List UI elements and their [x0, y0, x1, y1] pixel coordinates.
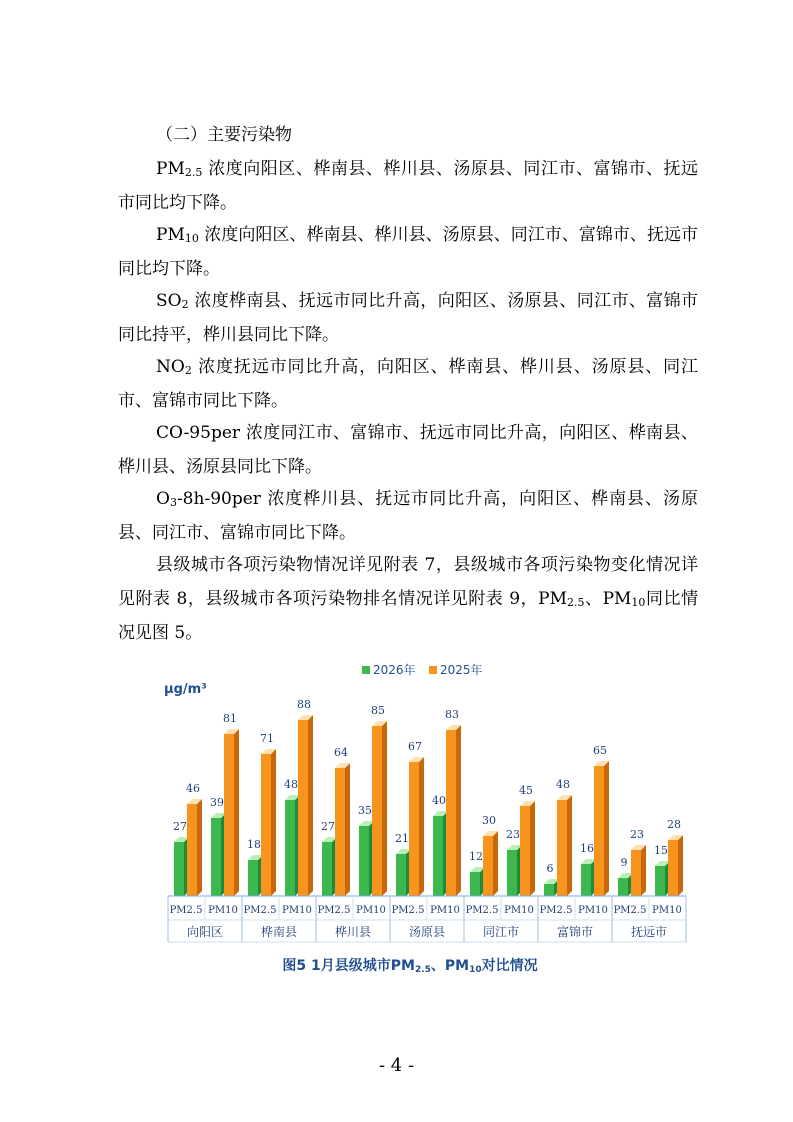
bar-5-pm25-2025-side: [567, 795, 572, 896]
bar-1-pm10-2026-front: [285, 800, 295, 896]
category-label-6: 抚远市: [630, 925, 668, 939]
tick-2-1: PM10: [356, 905, 386, 916]
tick-3-1: PM10: [430, 905, 460, 916]
paragraph-pm10: $PM_{10}$ 浓度向阳区、桦南县、桦川县、汤原县、同江市、富锦市、抚远市同比均下降。: [118, 225, 699, 279]
category-axis: [168, 896, 686, 942]
bar-4-pm25-2025-side: [493, 831, 498, 896]
bar-6-pm25-2025-value-label: 23: [630, 828, 644, 841]
bar-0-pm10-2026: [210, 796, 226, 896]
bar-0-pm25-2026-value-label: 27: [173, 820, 187, 833]
bar-3-pm25-2026-front: [396, 854, 406, 896]
bar-1-pm25-2026: [247, 838, 263, 896]
bar-2-pm10-2025: [371, 704, 387, 896]
bar-6-pm10-2025-side: [678, 835, 683, 896]
bar-1-pm25-2025-value-label: 71: [260, 732, 274, 745]
bar-5-pm25-2026: [544, 862, 559, 896]
legend-swatch-2025: [429, 666, 437, 674]
bar-6-pm25-2025: [630, 828, 646, 896]
bar-0-pm10-2026-value-label: 39: [210, 796, 224, 809]
bar-3-pm10-2025-value-label: 83: [445, 708, 459, 721]
tick-1-1: PM10: [282, 905, 312, 916]
paragraph-summary: 县级城市各项污染物情况详见附表 7，县级城市各项污染物变化情况详见附表 8，县级城市各项污染物排名情况详见附表 9，$PM_{2.5}$、$PM_{10}$同比情况见图 5。: [118, 555, 699, 643]
category-label-2: 桦川县: [334, 925, 372, 939]
tick-4-0: PM2.5: [465, 905, 499, 916]
bar-4-pm25-2025-value-label: 30: [482, 814, 496, 827]
bar-5-pm10-2025: [593, 744, 609, 896]
bar-0-pm10-2026-front: [211, 818, 221, 896]
bar-3-pm10-2026: [432, 794, 448, 896]
bar-4-pm10-2025-side: [530, 801, 535, 896]
bar-6-pm25-2025-side: [641, 845, 646, 896]
bar-5-pm10-2025-value-label: 65: [593, 744, 607, 757]
bar-5-pm10-2026: [580, 842, 596, 896]
bar-2-pm10-2026: [358, 804, 374, 896]
bar-3-pm25-2026: [395, 832, 411, 896]
bar-4-pm25-2026-front: [470, 872, 480, 896]
bar-3-pm10-2025-side: [456, 725, 461, 896]
bar-4-pm10-2025-value-label: 45: [519, 784, 533, 797]
paragraph-o3: $O_3-8h-90per$ 浓度桦川县、抚远市同比升高，向阳区、桦南县、汤原县、同江市、富锦市同比下降。: [118, 489, 699, 543]
section-heading: （二）主要污染物: [156, 125, 292, 145]
bar-6-pm10-2026-value-label: 15: [654, 844, 668, 857]
tick-0-1: PM10: [208, 905, 238, 916]
figure-caption: 图5 1月县级城市$PM_{2.5}$、$PM_{10}$对比情况: [282, 958, 538, 975]
bar-2-pm25-2025-side: [345, 763, 350, 896]
tick-3-0: PM2.5: [391, 905, 425, 916]
bar-4-pm10-2025: [519, 784, 535, 896]
bar-5-pm10-2025-side: [604, 761, 609, 896]
bar-6-pm10-2026: [654, 844, 670, 896]
bar-6-pm10-2025-front: [668, 840, 678, 896]
bar-1-pm25-2025-side: [271, 749, 276, 896]
bar-1-pm10-2025-value-label: 88: [297, 698, 311, 711]
bar-3-pm25-2026-value-label: 21: [395, 832, 409, 845]
bar-6-pm25-2025-front: [631, 850, 641, 896]
bar-4-pm25-2026-value-label: 12: [469, 850, 483, 863]
bar-0-pm10-2025: [223, 712, 239, 896]
tick-5-0: PM2.5: [539, 905, 573, 916]
chart-legend: [362, 662, 483, 677]
bar-1-pm10-2026: [284, 778, 300, 896]
bar-6-pm25-2026: [618, 856, 633, 896]
bar-5-pm25-2026-value-label: 6: [546, 862, 554, 875]
bar-1-pm25-2026-front: [248, 860, 258, 896]
bar-6-pm25-2026-front: [618, 878, 628, 896]
tick-1-0: PM2.5: [243, 905, 277, 916]
paragraph-pm25: $PM_{2.5}$ 浓度向阳区、桦南县、桦川县、汤原县、同江市、富锦市、抚远市同比均下降。: [118, 159, 699, 213]
bar-6-pm10-2025-value-label: 28: [667, 818, 681, 831]
tick-0-0: PM2.5: [169, 905, 203, 916]
bar-5-pm25-2026-front: [544, 884, 554, 896]
bar-group: [173, 698, 683, 896]
bar-3-pm25-2025-value-label: 67: [408, 740, 422, 753]
bar-5-pm25-2025: [556, 778, 572, 896]
paragraph-so2: $SO_2$ 浓度桦南县、抚远市同比升高，向阳区、汤原县、同江市、富锦市同比持平，桦川县同比下降。: [118, 291, 699, 345]
legend-label-2025: 2025年: [440, 663, 483, 677]
tick-2-0: PM2.5: [317, 905, 351, 916]
bar-0-pm10-2025-value-label: 81: [223, 712, 237, 725]
bar-0-pm10-2025-side: [234, 729, 239, 896]
tick-4-1: PM10: [504, 905, 534, 916]
bar-1-pm25-2026-value-label: 18: [247, 838, 261, 851]
paragraph-no2: $NO_2$ 浓度抚远市同比升高，向阳区、桦南县、桦川县、汤原县、同江市、富锦市同比下降。: [118, 357, 699, 411]
bar-0-pm25-2025: [186, 782, 202, 896]
bar-4-pm10-2026: [506, 828, 522, 896]
bar-2-pm10-2025-value-label: 85: [371, 704, 385, 717]
pm-comparison-chart: [150, 658, 695, 950]
category-label-1: 桦南县: [260, 925, 298, 939]
legend-swatch-2026: [362, 666, 370, 674]
bar-3-pm10-2025: [445, 708, 461, 896]
paragraph-co: CO-95per 浓度同江市、富锦市、抚远市同比升高，向阳区、桦南县、桦川县、汤原县同比下降。: [118, 423, 698, 477]
bar-2-pm25-2025-front: [335, 768, 345, 896]
bar-4-pm25-2026: [469, 850, 485, 896]
bar-1-pm10-2025-front: [298, 720, 308, 896]
bar-4-pm25-2025-front: [483, 836, 493, 896]
bar-4-pm10-2026-front: [507, 850, 517, 896]
bar-2-pm25-2025: [334, 746, 350, 896]
category-label-5: 富锦市: [556, 925, 594, 939]
bar-2-pm10-2025-front: [372, 726, 382, 896]
bar-1-pm10-2026-value-label: 48: [284, 778, 298, 791]
category-label-0: 向阳区: [186, 925, 224, 939]
bar-1-pm10-2025-side: [308, 715, 313, 896]
bar-2-pm25-2026: [321, 820, 337, 896]
tick-6-0: PM2.5: [613, 905, 647, 916]
tick-5-1: PM10: [578, 905, 608, 916]
bar-3-pm10-2026-front: [433, 816, 443, 896]
bar-5-pm10-2026-front: [581, 864, 591, 896]
bar-0-pm25-2026-front: [174, 842, 184, 896]
bar-5-pm10-2025-front: [594, 766, 604, 896]
page-number: - 4 -: [378, 1055, 415, 1076]
category-label-3: 汤原县: [408, 925, 446, 939]
bar-0-pm25-2025-value-label: 46: [186, 782, 200, 795]
bar-4-pm25-2025: [482, 814, 498, 896]
bar-0-pm25-2025-side: [197, 799, 202, 896]
legend-label-2026: 2026年: [373, 663, 416, 677]
bar-2-pm25-2025-value-label: 64: [334, 746, 348, 759]
bar-4-pm10-2025-front: [520, 806, 530, 896]
bar-2-pm25-2026-value-label: 27: [321, 820, 335, 833]
bar-4-pm10-2026-value-label: 23: [506, 828, 520, 841]
bar-0-pm25-2025-front: [187, 804, 197, 896]
bar-5-pm25-2025-value-label: 48: [556, 778, 570, 791]
bar-6-pm10-2026-front: [655, 866, 665, 896]
category-label-4: 同江市: [482, 925, 520, 939]
bar-2-pm10-2026-value-label: 35: [358, 804, 372, 817]
bar-3-pm25-2025-front: [409, 762, 419, 896]
bar-0-pm25-2026: [173, 820, 189, 896]
bar-6-pm10-2025: [667, 818, 683, 896]
bar-0-pm10-2025-front: [224, 734, 234, 896]
tick-6-1: PM10: [652, 905, 682, 916]
bar-3-pm10-2025-front: [446, 730, 456, 896]
bar-5-pm25-2025-front: [557, 800, 567, 896]
bar-3-pm25-2025-side: [419, 757, 424, 896]
y-axis-unit: μg/m³: [164, 682, 207, 697]
bar-2-pm25-2026-front: [322, 842, 332, 896]
bar-6-pm25-2026-value-label: 9: [620, 856, 628, 869]
bar-1-pm25-2025: [260, 732, 276, 896]
bar-2-pm10-2026-front: [359, 826, 369, 896]
bar-3-pm25-2025: [408, 740, 424, 896]
bar-1-pm25-2025-front: [261, 754, 271, 896]
bar-1-pm10-2025: [297, 698, 313, 896]
bar-5-pm10-2026-value-label: 16: [580, 842, 594, 855]
bar-3-pm10-2026-value-label: 40: [432, 794, 446, 807]
bar-2-pm10-2025-side: [382, 721, 387, 896]
